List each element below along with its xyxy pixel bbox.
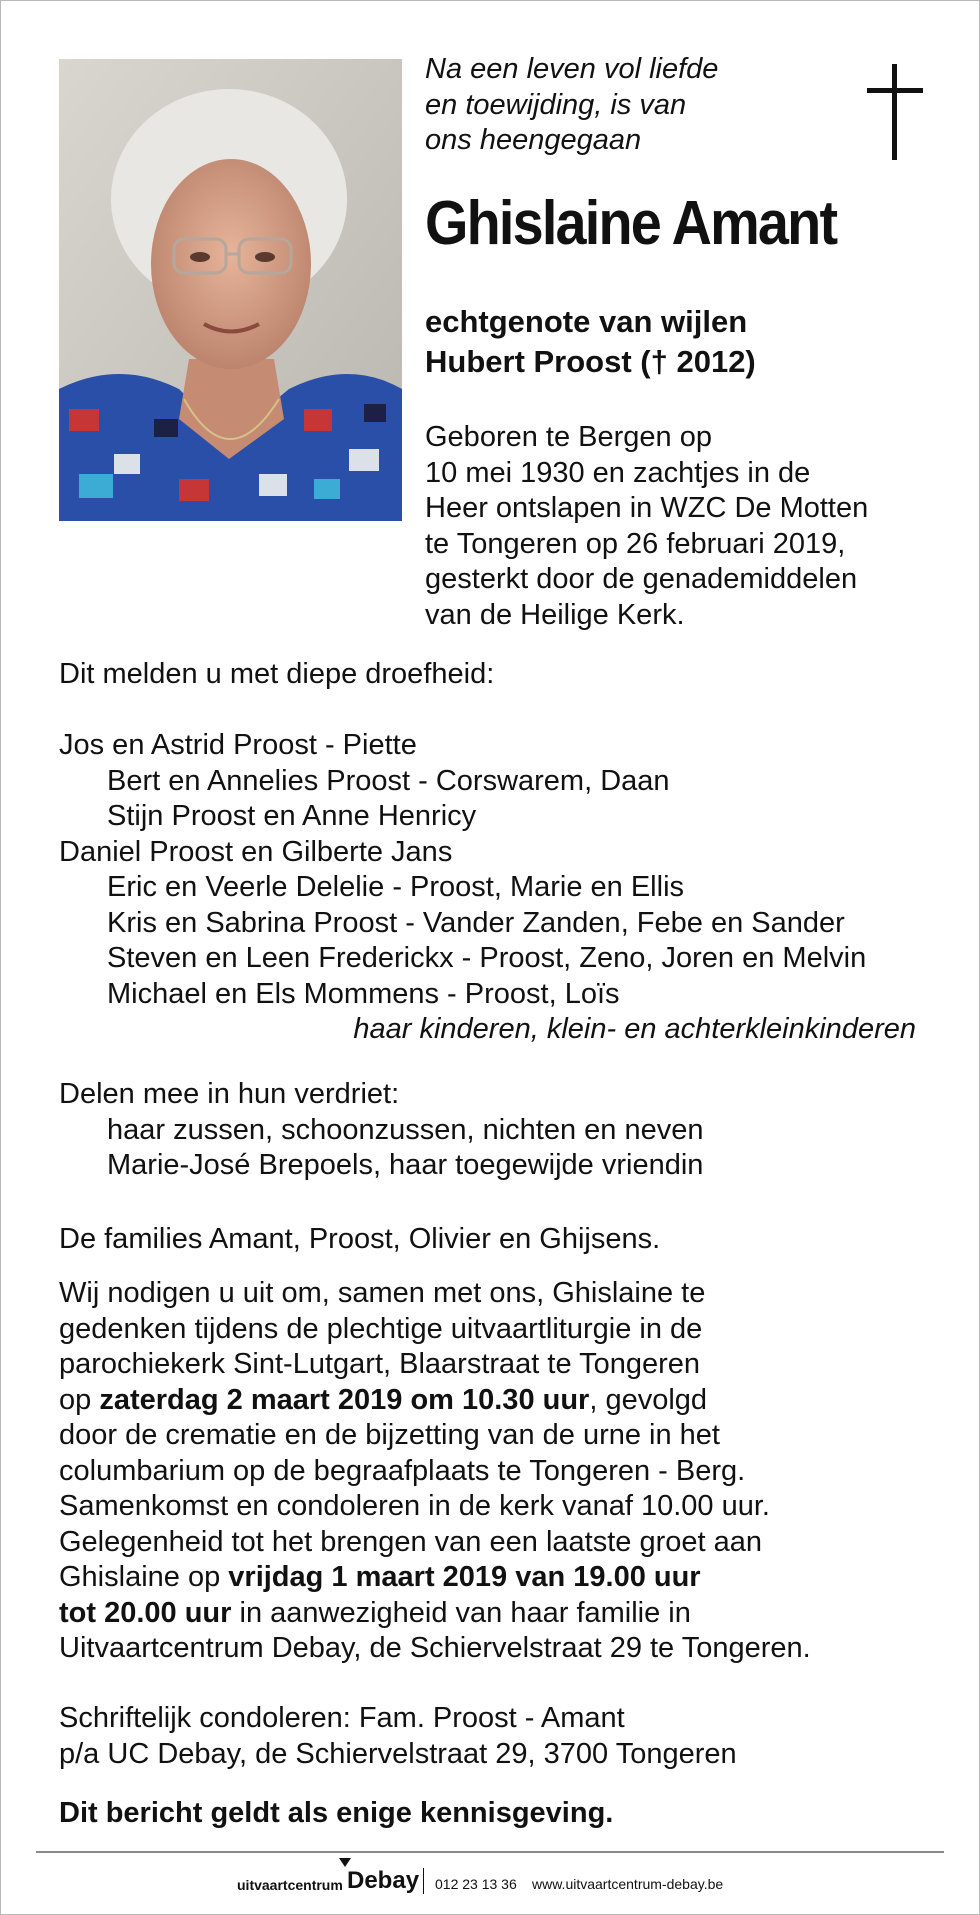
spouse-line: echtgenote van wijlen (425, 304, 748, 339)
announcement-text: Dit melden u met diepe droefheid: (59, 658, 495, 690)
family-line: Kris en Sabrina Proost - Vander Zanden, Febe en Sander (107, 906, 845, 939)
family-list (59, 728, 916, 1048)
share-line: Marie-José Brepoels, haar toegewijde vriendin (107, 1149, 704, 1181)
spouse-info (425, 302, 756, 382)
bio-line: van de Heilige Kerk. (425, 598, 685, 631)
brand-prefix: uitvaartcentrum (237, 1877, 343, 1893)
visitation-end: tot 20.00 uur (59, 1596, 232, 1629)
announcement (59, 657, 494, 693)
family-line: Stijn Proost en Anne Henricy (107, 800, 477, 832)
invite-line (59, 1560, 811, 1596)
bio-line: te Tongeren op 26 februari 2019, (425, 527, 846, 560)
invite-line: Samenkomst en condoleren in de kerk vanaf 10.00 uur. (59, 1490, 770, 1522)
invite-line (59, 1596, 811, 1632)
visitation-date: vrijdag 1 maart 2019 van 19.00 uur (228, 1561, 701, 1593)
brand-name: Debay (347, 1867, 420, 1894)
family-line: Eric en Veerle Delelie - Proost, Marie en Ellis (107, 871, 685, 903)
website-link[interactable]: www.uitvaartcentrum-debay.be (532, 1876, 724, 1892)
condolence-line: Schriftelijk condoleren: Fam. Proost - Amant (59, 1702, 625, 1734)
invite-text: in aanwezigheid van haar familie in (231, 1596, 691, 1629)
family-caption: haar kinderen, klein- en achterkleinkinderen (353, 1013, 916, 1045)
invite-line: parochiekerk Sint-Lutgart, Blaarstraat te Tongeren (59, 1348, 701, 1380)
phone-number: 012 23 13 36 (435, 1876, 517, 1892)
funeral-date: zaterdag 2 maart 2019 om 10.30 uur (99, 1383, 590, 1416)
invite-text: , gevolgd (589, 1383, 708, 1416)
invitation (59, 1276, 811, 1667)
bio-line: 10 mei 1930 en zachtjes in de (425, 456, 811, 489)
footer-divider (36, 1851, 944, 1853)
bio-line: gesterkt door de genademiddelen (425, 563, 858, 595)
share-grief (59, 1077, 704, 1184)
cross-icon (867, 64, 923, 160)
intro-line: ons heengegaan (425, 124, 642, 156)
families-text: De families Amant, Proost, Olivier en Ghijsens. (59, 1223, 661, 1255)
invite-line (59, 1383, 811, 1419)
invite-line: Wij nodigen u uit om, samen met ons, Ghislaine te (59, 1277, 706, 1309)
family-line: Daniel Proost en Gilberte Jans (59, 835, 453, 868)
bio-line: Heer ontslapen in WZC De Motten (425, 492, 869, 524)
condolence-address (59, 1701, 737, 1772)
footer-separator (423, 1868, 424, 1894)
families-line (59, 1222, 660, 1258)
intro-line: en toewijding, is van (425, 88, 687, 121)
bio-line: Geboren te Bergen op (425, 421, 712, 453)
share-line: haar zussen, schoonzussen, nichten en neven (107, 1113, 704, 1146)
invite-line: columbarium op de begraafplaats te Tongeren - Berg. (59, 1454, 746, 1487)
invite-line: Gelegenheid tot het brengen van een laatste groet aan (59, 1525, 762, 1558)
portrait-photo (59, 59, 402, 521)
invite-text: op (59, 1383, 100, 1416)
spouse-line: Hubert Proost († 2012) (425, 344, 756, 379)
invite-line: door de crematie en de bijzetting van de urne in het (59, 1419, 720, 1451)
intro-text (425, 52, 865, 159)
invite-text: Ghislaine op (59, 1561, 229, 1593)
family-line: Steven en Leen Frederickx - Proost, Zeno, Joren en Melvin (107, 942, 867, 974)
intro-line: Na een leven vol liefde (425, 53, 719, 85)
invite-line: gedenken tijdens de plechtige uitvaartliturgie in de (59, 1312, 703, 1345)
family-line: Bert en Annelies Proost - Corswarem, Daan (107, 764, 670, 797)
invite-line: Uitvaartcentrum Debay, de Schiervelstraat 29 te Tongeren. (59, 1632, 811, 1664)
final-notice: Dit bericht geldt als enige kennisgeving. (59, 1797, 614, 1829)
biography (425, 420, 868, 633)
share-heading: Delen mee in hun verdriet: (59, 1078, 400, 1110)
family-line: Michael en Els Mommens - Proost, Loïs (107, 977, 620, 1010)
brand-triangle-icon (339, 1858, 351, 1867)
deceased-name: Ghislaine Amant (425, 189, 837, 258)
footer (0, 1858, 980, 1898)
condolence-line: p/a UC Debay, de Schiervelstraat 29, 3700 Tongeren (59, 1737, 737, 1770)
family-line: Jos en Astrid Proost - Piette (59, 729, 417, 761)
